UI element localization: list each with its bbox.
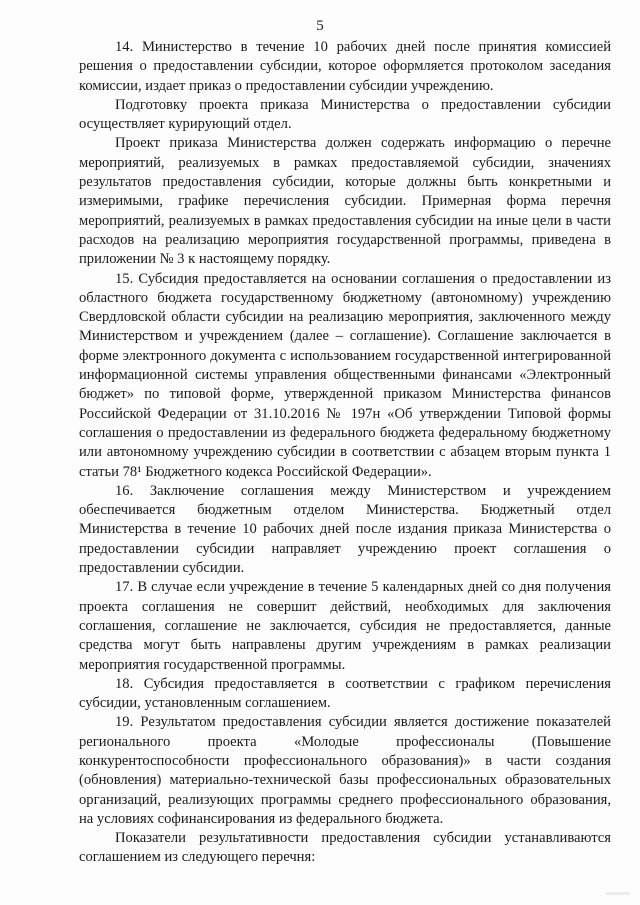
paragraph-item-16: 16. Заключение соглашения между Министерством и учреждением обеспечивается бюджетным отделом Министерства. Бюджетный отдел Министерства в течение 10 рабочих дней после издания приказа Министерства о предоставлении субсидии направляет учреждению проект соглашения о предоставлении субсидии. bbox=[79, 482, 611, 577]
paragraph-order-preparation: Подготовку проекта приказа Министерства о предоставлении субсидии осуществляет курирующий отдел. bbox=[79, 96, 611, 133]
paragraph-item-15: 15. Субсидия предоставляется на основании соглашения о предоставлении из областного бюджета государственному бюджетному (автономному) учреждению Свердловской области субсидии на реализацию мероприятия, заключенного между Министерством и учреждением (далее – соглашение). Соглашение заключается в форме электронного документа с использованием государственной интегрированной информационной системы управления общественными финансами «Электронный бюджет» по типовой форме, утвержденной приказом Министерства финансов Российской Федерации от 31.10.2016 № 197н «Об утверждении Типовой формы соглашения о предоставлении из федерального бюджета федеральному бюджетному или автономному учреждению субсидии в соответствии с абзацем вторым пункта 1 статьи 78¹ Бюджетного кодекса Российской Федерации». bbox=[79, 270, 611, 480]
paragraph-item-18: 18. Субсидия предоставляется в соответствии с графиком перечисления субсидии, установленным соглашением. bbox=[79, 675, 611, 712]
paragraph-order-content: Проект приказа Министерства должен содержать информацию о перечне мероприятий, реализуемых в рамках предоставляемой субсидии, значениях результатов предоставления субсидии, которые должны быть конкретными и измеримыми, графике перечисления субсидии. Примерная форма перечня мероприятий, реализуемых в рамках предоставления субсидии на иные цели в части расходов на реализацию мероприятия государственной программы, приведена в приложении № 3 к настоящему порядку. bbox=[79, 135, 611, 268]
paragraph-item-19: 19. Результатом предоставления субсидии является достижение показателей регионального проекта «Молодые профессионалы (Повышение конкурентоспособности профессионального образования)» в части создания (обновления) материально-технической базы профессиональных образовательных организаций, реализующих программы среднего профессионального образования, на условиях софинансирования из федерального бюджета. bbox=[79, 714, 611, 827]
paragraph-item-14: 14. Министерство в течение 10 рабочих дней после принятия комиссией решения о предоставлении субсидии, которое оформляется протоколом заседания комиссии, издает приказ о предоставлении субсидии учреждению. bbox=[79, 39, 611, 94]
scan-artifact bbox=[606, 892, 630, 895]
paragraph-indicators: Показатели результативности предоставления субсидии устанавливаются соглашением из следующего перечня: bbox=[79, 830, 611, 866]
page-number: 5 bbox=[316, 18, 324, 34]
paragraph-item-17: 17. В случае если учреждение в течение 5 календарных дней со дня получения проекта соглашения не совершит действий, необходимых для заключения соглашения, соглашение не заключается, субсидия не предоставляется, данные средства могут быть направлены другим учреждениям в рамках реализации мероприятия государственной программы. bbox=[79, 579, 611, 673]
document-body bbox=[79, 38, 611, 868]
